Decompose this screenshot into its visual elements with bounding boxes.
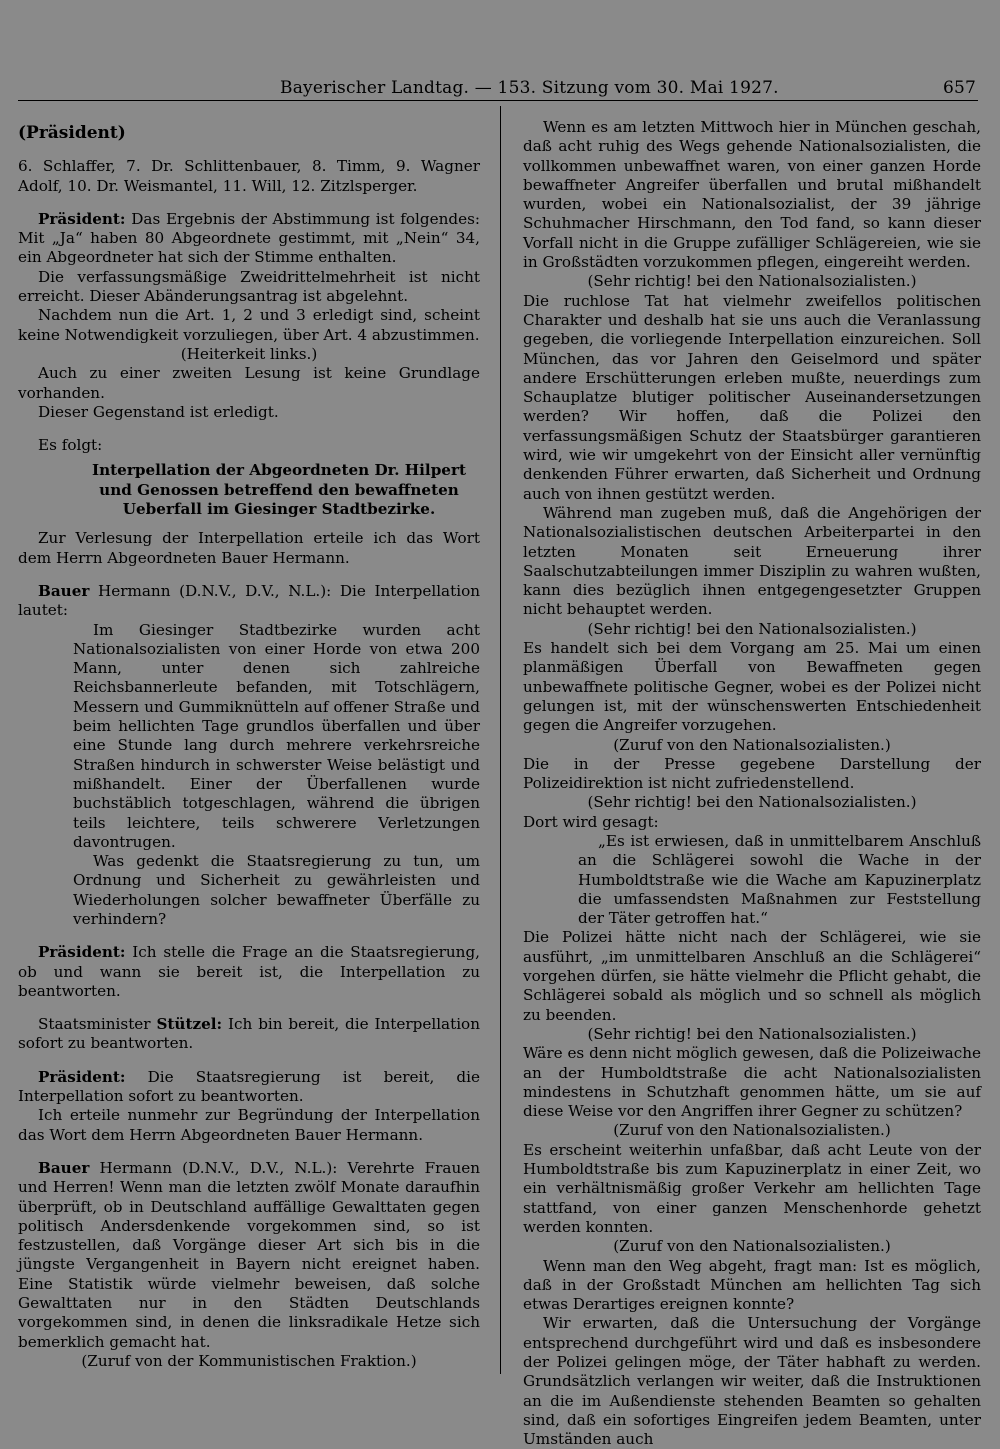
speech-text: Die Staatsregierung ist bereit, die Interpellation sofort zu beantworten. [18,1067,480,1106]
section-head: (Präsident) [18,123,126,143]
speaker-title: Staatsminister [38,1015,157,1034]
paragraph: Die verfassungsmäßige Zweidrittelmehrheit ist nicht erreicht. Dieser Abänderungsantrag ist abgelehnt. [18,267,480,306]
paragraph: Dieser Gegenstand ist erledigt. [38,402,279,421]
paragraph [18,1068,480,1107]
left-column [18,118,480,1371]
paragraph: Ich erteile nunmehr zur Begründung der Interpellation das Wort dem Herrn Abgeordneten Bauer Hermann. [18,1106,480,1144]
page-number: 657 [942,78,976,98]
paragraph: Nachdem nun die Art. 1, 2 und 3 erledigt sind, scheint keine Notwendigkeit vorzuliegen, über Art. 4 abzustimmen. [18,306,480,344]
speech-text: Ich stelle die Frage an die Staatsregierung, ob und wann sie bereit ist, die Interpellation zu beantworten. [18,943,480,1000]
remark: (Sehr richtig! bei den Nationalsozialisten.) [587,272,917,291]
remark: (Sehr richtig! bei den Nationalsozialisten.) [587,793,917,812]
paragraph: Wir erwarten, daß die Untersuchung der Vorgänge entsprechend durchgeführt wird und daß es insbesondere der Polizei gelingen möge, der Täter habhaft zu werden. Grundsätzlich verlangen wir weiter, daß die Instruktionen an die im Außendienste stehenden Beamten so gehalten sind, daß ein sofortiges Eingreifen jedem Beamten, unter Umständen auch [523,1314,981,1449]
speech-text: Das Ergebnis der Abstimmung ist folgendes: Mit „Ja“ haben 80 Abgeordnete gestimmt, mit „Nein“ 34, ein Abgeordneter hat sich der Stimme enthalten. [18,209,480,267]
speaker-name: Präsident: [38,1067,126,1086]
remark: (Zuruf von den Nationalsozialisten.) [613,1121,891,1140]
right-column [523,118,981,1449]
paragraph: Auch zu einer zweiten Lesung ist keine Grundlage vorhanden. [18,364,480,402]
paragraph: Es handelt sich bei dem Vorgang am 25. Mai um einen planmäßigen Überfall von Bewaffneten gegen unbewaffnete politische Gegner, wobei es der Polizei nicht gelungen ist, mit der wünschenswerten Entschiedenheit gegen die Angreifer vorzugehen. [523,639,981,735]
paragraph: Die in der Presse gegebene Darstellung der Polizeidirektion ist nicht zufriedenstellend. [523,754,981,793]
paragraph: Zur Verlesung der Interpellation erteile ich das Wort dem Herrn Abgeordneten Bauer Hermann. [18,529,480,567]
speech-text: Hermann (D.N.V., D.V., N.L.): Die Interpellation lautet: [18,581,480,620]
remark: (Heiterkeit links.) [180,344,318,363]
speaker-name: Präsident: [38,209,126,228]
header-title: Bayerischer Landtag. — 153. Sitzung vom 30. Mai 1927. [280,78,779,98]
running-header [18,74,978,101]
paragraph: Dort wird gesagt: [523,812,659,831]
paragraph: Wäre es denn nicht möglich gewesen, daß die Polizeiwache an der Humboldtstraße die acht Nationalsozialisten mindestens in Schutzhaft genommen hätte, um sie auf diese Weise vor den Angriffen ihrer Gegner zu schützen? [523,1044,981,1121]
speaker-name: Bauer [38,581,90,600]
speech-text: Hermann (D.N.V., D.V., N.L.): Verehrte Frauen und Herren! Wenn man die letzten zwölf Monate daraufhin überprüft, ob in Deutschland auffällige Gewalttaten gegen politisch Andersdenkende vorgekommen sind, so ist festzustellen, daß Vorgänge dieser Art sich bis in die jüngste Vergangenheit in Bayern nicht ereignet haben. Eine Statistik würde vielmehr beweisen, daß solche Gewalttaten nur in den Städten Deutschlands vorgekommen sind, in denen die linksradikale Hetze sich bemerklich gemacht hat. [18,1158,480,1351]
name-list: 6. Schlaffer, 7. Dr. Schlittenbauer, 8. Timm, 9. Wagner Adolf, 10. Dr. Weismantel, 11. Will, 12. Zitzlsperger. [18,157,480,195]
paragraph: Die Polizei hätte nicht nach der Schlägerei, wie sie ausführt, „im unmittelbaren Anschluß an die Schlägerei“ vorgehen dürfen, sie hätte vielmehr die Pflicht gehabt, die Schlägerei sobald als möglich und so schnell als möglich zu beenden. [523,928,981,1024]
paragraph: Wenn es am letzten Mittwoch hier in München geschah, daß acht ruhig des Wegs gehende Nationalsozialisten, die vollkommen unbewaffnet waren, von einer ganzen Horde bewaffneter Angreifer überfallen und brutal mißhandelt wurden, wobei ein Nationalsozialist, der 39 jährige Schuhmacher Hirschmann, den Tod fand, so kann dieser Vorfall nicht in die Gruppe zufälliger Schlägereien, wie sie in Großstädten vorzukommen pflegen, eingereiht werden. [523,118,981,272]
remark: (Zuruf von den Nationalsozialisten.) [613,1237,891,1256]
paragraph [18,1159,480,1352]
column-divider [500,106,501,1374]
paragraph [18,210,480,268]
quote-paragraph: Was gedenkt die Staatsregierung zu tun, um Ordnung und Sicherheit zu gewährleisten und Wiederholungen solcher bewaffneter Überfälle zu verhindern? [73,852,480,928]
quote-paragraph: „Es ist erwiesen, daß in unmittelbarem Anschluß an die Schlägerei sowohl die Wache in der Humboldtstraße wie die Wache am Kapuzinerplatz die umfassendsten Maßnahmen zur Feststellung der Täter getroffen hat.“ [578,831,981,928]
paragraph: Es erscheint weiterhin unfaßbar, daß acht Leute von der Humboldtstraße bis zum Kapuzinerplatz in einer Zeit, wo ein verhältnismäßig großer Verkehr am hellichten Tage stattfand, von einer ganzen Menschenhorde gehetzt werden konnten. [523,1140,981,1236]
remark: (Zuruf von der Kommunistischen Fraktion.) [81,1351,417,1370]
speaker-name: Bauer [38,1158,90,1177]
speaker-name: Präsident: [38,943,126,962]
speech-text: Ich bin bereit, die Interpellation sofort zu beantworten. [18,1015,480,1053]
paragraph: Während man zugeben muß, daß die Angehörigen der Nationalsozialistischen deutschen Arbeiterpartei in den letzten Monaten seit Erneuerung ihrer Saalschutzabteilungen immer Disziplin zu wahren wußten, kann dies bezüglich ihnen entgegengesetzter Gruppen nicht behauptet werden. [523,503,981,619]
paragraph [18,1015,480,1054]
remark: (Sehr richtig! bei den Nationalsozialisten.) [587,1024,917,1043]
interpellation-title: Interpellation der Abgeordneten Dr. Hilpert und Genossen betreffend den bewaffneten Ueberfall im Giesinger Stadtbezirke. [92,461,466,519]
paragraph: Es folgt: [38,436,103,455]
paragraph: Die ruchlose Tat hat vielmehr zweifellos politischen Charakter und deshalb hat sie uns auch die Veranlassung gegeben, die vorliegende Interpellation einzureichen. Soll München, das vor Jahren den Geiselmord und später andere Erschütterungen erleben mußte, neuerdings zum Schauplatze blutiger politischer Auseinandersetzungen werden? Wir hoffen, daß die Polizei den verfassungsmäßigen Schutz der Staatsbürger garantieren wird, wie wir umgekehrt von der Einsicht aller vernünftig denkenden Führer erwarten, daß Sicherheit und Ordnung auch von ihnen gestützt werden. [523,291,981,503]
quote-paragraph: Im Giesinger Stadtbezirke wurden acht Nationalsozialisten von einer Horde von etwa 200 Mann, unter denen sich zahlreiche Reichsbannerleute befanden, mit Totschlägern, Messern und Gummiknütteln auf offener Straße und beim hellichten Tage grundlos überfallen und über eine Stunde lang durch mehrere verkehrsreiche Straßen hindurch in schwerster Weise belästigt und mißhandelt. Einer der Überfallenen wurde buchstäblich totgeschlagen, während die übrigen teils leichtere, teils schwerere Verletzungen davontrugen. [73,620,480,851]
paragraph [18,582,480,621]
remark: (Zuruf von den Nationalsozialisten.) [613,735,891,754]
paragraph: Wenn man den Weg abgeht, fragt man: Ist es möglich, daß in der Großstadt München am hellichten Tag sich etwas Derartiges ereignen konnte? [523,1256,981,1314]
remark: (Sehr richtig! bei den Nationalsozialisten.) [587,619,917,638]
speaker-name: Stützel: [156,1015,223,1034]
paragraph [18,943,480,1001]
